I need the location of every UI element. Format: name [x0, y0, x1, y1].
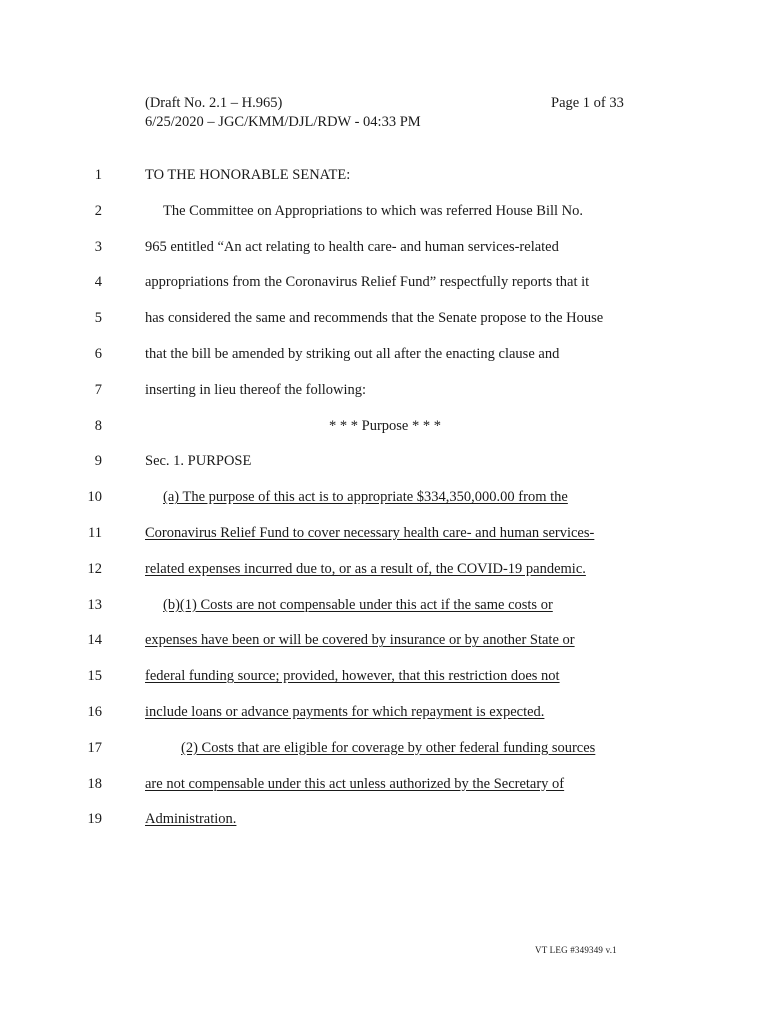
text-line	[0, 451, 770, 487]
line-text: that the bill be amended by striking out all after the enacting clause and	[145, 345, 560, 362]
text-line	[0, 523, 770, 559]
text-line	[0, 809, 770, 845]
line-text: TO THE HONORABLE SENATE:	[145, 167, 351, 183]
line-text: has considered the same and recommends that the Senate propose to the House	[145, 310, 604, 327]
text-line	[0, 595, 770, 631]
line-number: 13	[87, 596, 102, 613]
text-line	[0, 559, 770, 595]
line-text: expenses have been or will be covered by insurance or by another State or	[145, 632, 575, 649]
numbered-lines	[0, 165, 770, 845]
text-line	[0, 774, 770, 810]
line-number: 5	[94, 310, 102, 327]
line-number: 11	[88, 524, 102, 541]
line-text: Administration.	[145, 811, 237, 828]
line-text: are not compensable under this act unless authorized by the Secretary of	[145, 775, 565, 792]
section-heading: * * * Purpose * * *	[329, 417, 441, 434]
line-number: 9	[94, 453, 102, 470]
line-number: 6	[94, 345, 102, 362]
text-line	[0, 308, 770, 344]
line-number: 14	[87, 632, 102, 649]
line-text: appropriations from the Coronavirus Relief Fund” respectfully reports that it	[145, 274, 590, 291]
text-line	[0, 630, 770, 666]
line-text: Coronavirus Relief Fund to cover necessary health care- and human services-	[145, 524, 595, 541]
line-number: 19	[87, 811, 102, 828]
line-text: inserting in lieu thereof the following:	[145, 381, 367, 398]
text-line	[0, 201, 770, 237]
line-number: 8	[94, 417, 102, 434]
draft-date: 6/25/2020 – JGC/KMM/DJL/RDW - 04:33 PM	[145, 114, 421, 130]
line-number: 7	[94, 381, 102, 398]
line-text: 965 entitled “An act relating to health care- and human services-related	[145, 238, 559, 255]
line-number: 17	[87, 739, 102, 756]
line-number: 12	[87, 560, 102, 577]
text-line	[0, 416, 770, 452]
line-text: (2) Costs that are eligible for coverage by other federal funding sources	[181, 739, 596, 756]
text-line	[0, 165, 770, 201]
line-text: related expenses incurred due to, or as a result of, the COVID-19 pandemic.	[145, 560, 586, 577]
line-number: 10	[87, 489, 102, 506]
line-text: federal funding source; provided, however, that this restriction does not	[145, 668, 560, 685]
line-number: 4	[94, 274, 102, 291]
line-number: 3	[94, 238, 102, 255]
line-text: The Committee on Appropriations to which was referred House Bill No.	[163, 202, 584, 219]
draft-number: (Draft No. 2.1 – H.965)	[145, 95, 283, 111]
line-text: (a) The purpose of this act is to appropriate $334,350,000.00 from the	[163, 489, 568, 506]
text-line	[0, 487, 770, 523]
text-line	[0, 702, 770, 738]
text-line	[0, 380, 770, 416]
section-title: Sec. 1. PURPOSE	[145, 453, 252, 470]
line-number: 2	[94, 202, 102, 219]
document-header	[145, 94, 421, 132]
text-line	[0, 738, 770, 774]
line-text: include loans or advance payments for which repayment is expected.	[145, 703, 545, 720]
text-line	[0, 666, 770, 702]
page-number: Page 1 of 33	[551, 95, 624, 111]
line-number: 15	[87, 668, 102, 685]
text-line	[0, 237, 770, 273]
line-number: 16	[87, 703, 102, 720]
line-text: (b)(1) Costs are not compensable under this act if the same costs or	[163, 596, 553, 613]
line-number: 18	[87, 775, 102, 792]
line-number: 1	[94, 167, 102, 183]
text-line	[0, 272, 770, 308]
document-id-footer: VT LEG #349349 v.1	[535, 945, 617, 955]
text-line	[0, 344, 770, 380]
